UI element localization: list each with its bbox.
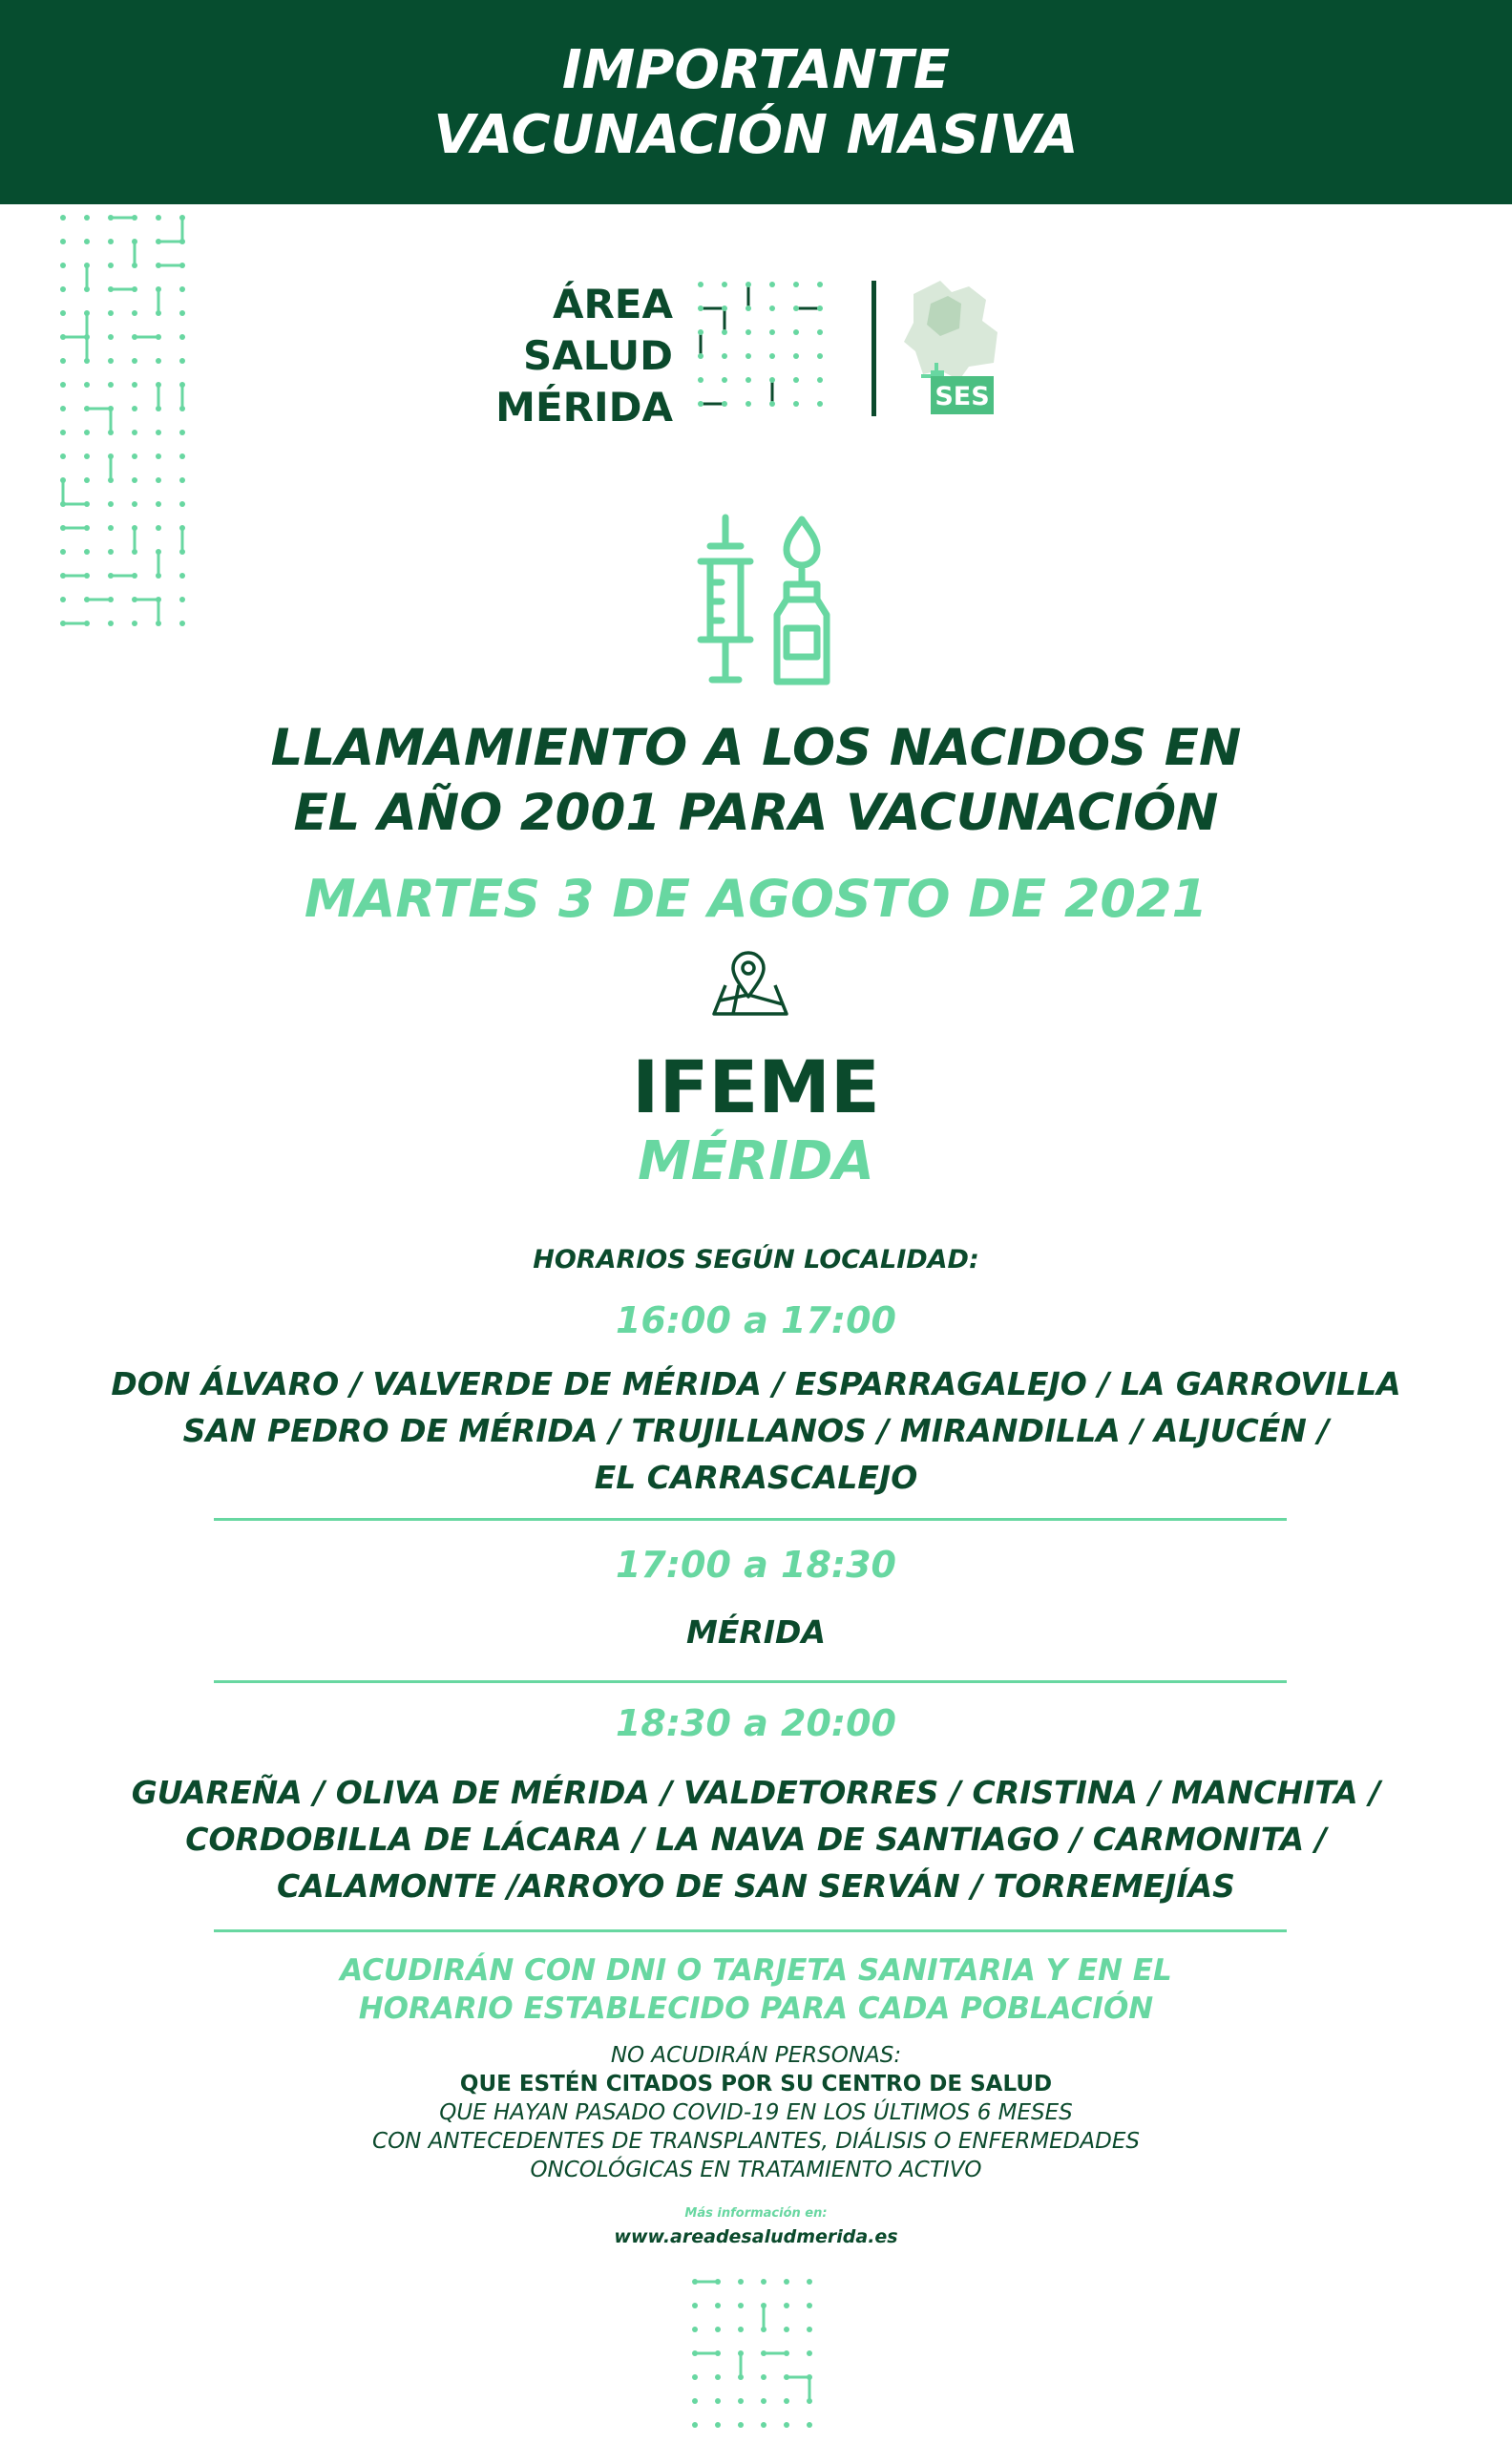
- pattern-dot: [692, 2303, 698, 2308]
- pattern-dot: [746, 329, 751, 335]
- pattern-dot: [84, 239, 90, 244]
- pattern-dot: [84, 406, 90, 411]
- pattern-dot: [132, 406, 137, 411]
- pattern-dot: [108, 430, 114, 435]
- pattern-dot: [60, 501, 66, 507]
- pattern-dot: [746, 353, 751, 359]
- pattern-dot: [60, 382, 66, 388]
- pattern-dot: [132, 453, 137, 459]
- divider-1: [214, 1518, 1287, 1521]
- pattern-dot: [179, 406, 185, 411]
- pattern-dot: [817, 306, 823, 311]
- pattern-dot: [746, 306, 751, 311]
- map-pin-icon: [710, 951, 790, 1020]
- pattern-dot: [793, 306, 799, 311]
- divider-3: [214, 1929, 1287, 1932]
- pattern-dot: [698, 282, 704, 287]
- pattern-dot: [156, 406, 161, 411]
- pattern-dot: [84, 525, 90, 531]
- exclusion-item: QUE ESTÉN CITADOS POR SU CENTRO DE SALUD: [459, 2072, 1053, 2096]
- pattern-dot: [84, 549, 90, 555]
- attendance-notice: [0, 1951, 1512, 2028]
- pattern-dot: [60, 621, 66, 626]
- pattern-dot: [60, 406, 66, 411]
- pattern-dot: [60, 239, 66, 244]
- pattern-dot: [108, 239, 114, 244]
- pattern-dot: [722, 377, 727, 383]
- notice-line2: HORARIO ESTABLECIDO PARA CADA POBLACIÓN: [358, 1991, 1154, 2026]
- headline-line2: EL AÑO 2001 PARA VACUNACIÓN: [293, 784, 1219, 842]
- exclusion-item: CON ANTECEDENTES DE TRANSPLANTES, DIÁLISIS O ENFERMEDADES: [372, 2129, 1140, 2154]
- pattern-dot: [698, 377, 704, 383]
- pattern-dot: [179, 453, 185, 459]
- pattern-dot: [156, 215, 161, 221]
- pattern-dot: [132, 525, 137, 531]
- pattern-dot: [722, 282, 727, 287]
- pattern-dot: [132, 430, 137, 435]
- pattern-dot: [807, 2398, 812, 2404]
- pattern-dot: [60, 430, 66, 435]
- pattern-dot: [715, 2279, 721, 2285]
- pattern-dot: [60, 477, 66, 483]
- pattern-dot: [108, 597, 114, 602]
- pattern-dot: [132, 215, 137, 221]
- pattern-dot: [84, 382, 90, 388]
- pattern-dot: [179, 382, 185, 388]
- pattern-dot: [769, 353, 775, 359]
- pattern-dot: [156, 382, 161, 388]
- area-salud-logo-text: [477, 279, 673, 433]
- slot-1-localities: [0, 1360, 1512, 1501]
- pattern-dot: [715, 2374, 721, 2380]
- pattern-dot: [84, 430, 90, 435]
- pattern-dot: [132, 286, 137, 292]
- pattern-dot: [784, 2279, 789, 2285]
- pattern-dot: [817, 329, 823, 335]
- pattern-dot: [722, 306, 727, 311]
- pattern-dot: [698, 329, 704, 335]
- pattern-dot: [84, 286, 90, 292]
- pattern-dot: [179, 621, 185, 626]
- pattern-dot: [108, 453, 114, 459]
- locality-line: EL CARRASCALEJO: [594, 1459, 918, 1496]
- venue-name: IFEME: [632, 1044, 880, 1129]
- pattern-dot: [746, 401, 751, 407]
- slot-2-time: 17:00 a 18:30: [615, 1544, 897, 1586]
- pattern-dot: [784, 2422, 789, 2428]
- pattern-dot: [692, 2279, 698, 2285]
- pattern-dot: [715, 2398, 721, 2404]
- pattern-dot: [108, 477, 114, 483]
- pattern-dot: [715, 2422, 721, 2428]
- pattern-dot: [60, 549, 66, 555]
- pattern-dot: [156, 334, 161, 340]
- pattern-dot: [84, 334, 90, 340]
- pattern-dot: [156, 310, 161, 316]
- exclusion-item: ONCOLÓGICAS EN TRATAMIENTO ACTIVO: [530, 2158, 982, 2182]
- pattern-dot: [746, 377, 751, 383]
- slot-1-time: 16:00 a 17:00: [615, 1299, 897, 1341]
- pattern-dot: [84, 263, 90, 268]
- pattern-dot: [108, 406, 114, 411]
- pattern-dot: [793, 282, 799, 287]
- pattern-dot: [715, 2350, 721, 2356]
- pattern-dot: [156, 501, 161, 507]
- pattern-dot: [738, 2279, 744, 2285]
- exclusions-title: NO ACUDIRÁN PERSONAS:: [610, 2043, 902, 2068]
- pattern-dot: [817, 401, 823, 407]
- pattern-dot: [84, 621, 90, 626]
- pattern-dot: [692, 2374, 698, 2380]
- pattern-dot: [84, 310, 90, 316]
- pattern-dot: [84, 573, 90, 579]
- pattern-dot: [108, 549, 114, 555]
- pattern-dot: [156, 549, 161, 555]
- pattern-dot: [698, 306, 704, 311]
- pattern-dot: [738, 2350, 744, 2356]
- syringe-vial-icon: [687, 512, 840, 689]
- pattern-dot: [108, 501, 114, 507]
- pattern-dot: [784, 2374, 789, 2380]
- pattern-dot: [132, 263, 137, 268]
- pattern-dot: [156, 239, 161, 244]
- pattern-dot: [60, 358, 66, 364]
- pattern-dot: [722, 353, 727, 359]
- ses-logo-text: SES: [934, 382, 990, 411]
- pattern-dot: [179, 597, 185, 602]
- pattern-dot: [108, 382, 114, 388]
- pattern-dot: [769, 401, 775, 407]
- pattern-dot: [60, 453, 66, 459]
- pattern-dot: [807, 2303, 812, 2308]
- logo-line3: MÉRIDA: [495, 384, 673, 431]
- pattern-dot: [179, 263, 185, 268]
- logo-line2: SALUD: [523, 332, 673, 379]
- pattern-dot: [156, 597, 161, 602]
- pattern-dot: [738, 2422, 744, 2428]
- pattern-dot: [156, 453, 161, 459]
- locality-line: SAN PEDRO DE MÉRIDA / TRUJILLANOS / MIRANDILLA / ALJUCÉN /: [182, 1412, 1330, 1449]
- pattern-dot: [60, 215, 66, 221]
- banner-title-line1: IMPORTANTE: [561, 39, 951, 101]
- pattern-dot: [156, 573, 161, 579]
- locality-line: DON ÁLVARO / VALVERDE DE MÉRIDA / ESPARRAGALEJO / LA GARROVILLA: [111, 1365, 1401, 1402]
- pattern-dot: [722, 401, 727, 407]
- pattern-dot: [761, 2279, 766, 2285]
- pattern-dot: [156, 621, 161, 626]
- pattern-dot: [179, 215, 185, 221]
- slot-2-localities: [0, 1612, 1512, 1654]
- pattern-dot: [793, 377, 799, 383]
- pattern-dot: [793, 353, 799, 359]
- pattern-dot: [60, 525, 66, 531]
- pattern-dot: [132, 501, 137, 507]
- pattern-dot: [761, 2398, 766, 2404]
- slot-3-localities: [0, 1769, 1512, 1909]
- pattern-dot: [108, 525, 114, 531]
- pattern-dot: [84, 477, 90, 483]
- pattern-dot: [179, 310, 185, 316]
- pattern-dot: [807, 2374, 812, 2380]
- schedule-title: HORARIOS SEGÚN LOCALIDAD:: [533, 1245, 979, 1275]
- pattern-dot: [784, 2303, 789, 2308]
- pattern-dot: [84, 597, 90, 602]
- pattern-dot: [793, 329, 799, 335]
- exclusion-item: QUE HAYAN PASADO COVID-19 EN LOS ÚLTIMOS 6 MESES: [439, 2100, 1073, 2125]
- pattern-dot: [738, 2374, 744, 2380]
- pattern-dot: [807, 2327, 812, 2332]
- pattern-dot: [108, 263, 114, 268]
- pattern-dot: [84, 215, 90, 221]
- pattern-dot: [60, 263, 66, 268]
- pattern-dot: [784, 2398, 789, 2404]
- pattern-dot: [807, 2279, 812, 2285]
- pattern-dot: [179, 358, 185, 364]
- pattern-dot: [761, 2303, 766, 2308]
- locality-line: CALAMONTE /ARROYO DE SAN SERVÁN / TORREMEJÍAS: [277, 1867, 1235, 1905]
- pattern-dot: [715, 2303, 721, 2308]
- pattern-dot: [156, 477, 161, 483]
- pattern-dot: [692, 2350, 698, 2356]
- logo-divider: [872, 281, 876, 416]
- pattern-dot: [132, 621, 137, 626]
- pattern-dot: [769, 282, 775, 287]
- pattern-dot: [132, 382, 137, 388]
- pattern-dot: [108, 573, 114, 579]
- pattern-dot: [817, 377, 823, 383]
- pattern-dot: [179, 430, 185, 435]
- pattern-dot: [132, 597, 137, 602]
- pattern-dot: [769, 329, 775, 335]
- pattern-dot: [793, 401, 799, 407]
- dot-pattern-bottom: [689, 2276, 823, 2444]
- pattern-dot: [179, 286, 185, 292]
- pattern-dot: [738, 2327, 744, 2332]
- pattern-dot: [698, 401, 704, 407]
- pattern-dot: [108, 358, 114, 364]
- pattern-dot: [692, 2327, 698, 2332]
- website-link[interactable]: www.areadesaludmerida.es: [614, 2226, 898, 2247]
- pattern-dot: [761, 2350, 766, 2356]
- pattern-dot: [769, 306, 775, 311]
- pattern-dot: [784, 2327, 789, 2332]
- locality-line: MÉRIDA: [685, 1613, 826, 1651]
- dot-pattern-left: [57, 212, 200, 632]
- pattern-dot: [132, 549, 137, 555]
- locality-line: GUAREÑA / OLIVA DE MÉRIDA / VALDETORRES / CRISTINA / MANCHITA /: [131, 1774, 1381, 1811]
- pattern-dot: [108, 215, 114, 221]
- event-date: MARTES 3 DE AGOSTO DE 2021: [304, 869, 1208, 929]
- pattern-dot: [692, 2422, 698, 2428]
- pattern-dot: [60, 597, 66, 602]
- pattern-dot: [156, 263, 161, 268]
- pattern-dot: [179, 239, 185, 244]
- pattern-dot: [84, 453, 90, 459]
- pattern-dot: [807, 2422, 812, 2428]
- pattern-dot: [84, 358, 90, 364]
- pattern-dot: [156, 430, 161, 435]
- venue-city: MÉRIDA: [638, 1130, 874, 1192]
- locality-line: CORDOBILLA DE LÁCARA / LA NAVA DE SANTIAGO / CARMONITA /: [185, 1821, 1327, 1858]
- pattern-dot: [108, 334, 114, 340]
- pattern-dot: [179, 525, 185, 531]
- pattern-dot: [132, 310, 137, 316]
- pattern-dot: [156, 525, 161, 531]
- header-banner: [0, 0, 1512, 204]
- pattern-dot: [769, 377, 775, 383]
- pattern-dot: [807, 2350, 812, 2356]
- pattern-dot: [60, 573, 66, 579]
- pattern-dot: [817, 353, 823, 359]
- pattern-dot: [156, 358, 161, 364]
- pattern-dot: [132, 239, 137, 244]
- slot-3-time: 18:30 a 20:00: [615, 1702, 897, 1744]
- pattern-dot: [698, 353, 704, 359]
- logo-line1: ÁREA: [552, 281, 673, 327]
- pattern-dot: [738, 2398, 744, 2404]
- pattern-dot: [179, 549, 185, 555]
- pattern-dot: [132, 358, 137, 364]
- pattern-dot: [738, 2303, 744, 2308]
- pattern-dot: [108, 310, 114, 316]
- pattern-dot: [692, 2398, 698, 2404]
- pattern-dot: [60, 286, 66, 292]
- pattern-dot: [132, 334, 137, 340]
- notice-line1: ACUDIRÁN CON DNI O TARJETA SANITARIA Y EN EL: [340, 1953, 1172, 1988]
- pattern-dot: [179, 477, 185, 483]
- pattern-dot: [715, 2327, 721, 2332]
- pattern-dot: [108, 286, 114, 292]
- pattern-dot: [761, 2327, 766, 2332]
- pattern-dot: [108, 621, 114, 626]
- headline: [0, 716, 1512, 846]
- headline-line1: LLAMAMIENTO A LOS NACIDOS EN: [270, 719, 1242, 777]
- pattern-dot: [156, 286, 161, 292]
- banner-title-line2: VACUNACIÓN MASIVA: [433, 104, 1079, 166]
- pattern-dot: [179, 573, 185, 579]
- pattern-dot: [746, 282, 751, 287]
- pattern-dot: [722, 329, 727, 335]
- pattern-dot: [60, 310, 66, 316]
- pattern-dot: [132, 477, 137, 483]
- pattern-dot: [784, 2350, 789, 2356]
- pattern-dot: [132, 573, 137, 579]
- pattern-dot: [84, 501, 90, 507]
- divider-2: [214, 1680, 1287, 1683]
- pattern-dot: [761, 2374, 766, 2380]
- logo-dot-pattern: [695, 279, 833, 412]
- more-info-label: Más información en:: [684, 2206, 828, 2221]
- pattern-dot: [761, 2422, 766, 2428]
- pattern-dot: [60, 334, 66, 340]
- pattern-dot: [179, 334, 185, 340]
- pattern-dot: [179, 501, 185, 507]
- pattern-dot: [817, 282, 823, 287]
